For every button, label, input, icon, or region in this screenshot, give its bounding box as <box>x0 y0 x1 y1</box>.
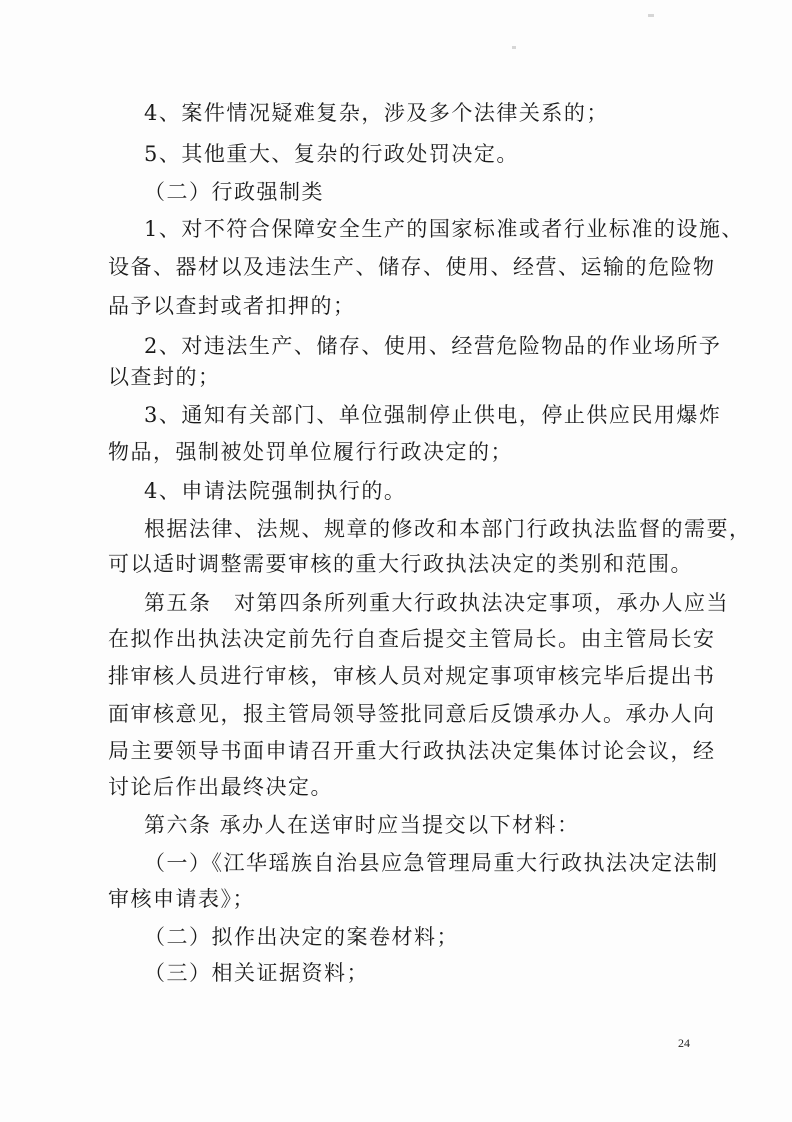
article-6-heading: 第六条 承办人在送审时应当提交以下材料： <box>144 813 580 837</box>
text-line: 4、案件情况疑难复杂，涉及多个法律关系的； <box>144 101 609 125</box>
text-line: 2、对违法生产、储存、使用、经营危险物品的作业场所予 <box>144 334 722 358</box>
text-line: 物品，强制被处罚单位履行行政决定的； <box>108 440 513 464</box>
section-heading: （二）行政强制类 <box>144 180 324 204</box>
text-line: 排审核人员进行审核，审核人员对规定事项审核完毕后提出书 <box>108 664 716 688</box>
text-line: 设备、器材以及违法生产、储存、使用、经营、运输的危险物 <box>108 255 716 279</box>
text-line: 审核申请表》； <box>108 887 255 911</box>
page-number: 24 <box>678 1036 690 1050</box>
text-line: 4、申请法院强制执行的。 <box>144 479 407 503</box>
text-line: 3、通知有关部门、单位强制停止供电，停止供应民用爆炸 <box>144 403 722 427</box>
text-line: 讨论后作出最终决定。 <box>108 775 333 799</box>
scan-mark <box>648 14 654 17</box>
scan-mark <box>512 46 516 49</box>
text-line: 可以适时调整需要审核的重大行政执法决定的类别和范围。 <box>108 552 693 576</box>
text-line: 以查封的； <box>108 365 221 389</box>
text-line: （一）《江华瑶族自治县应急管理局重大行政执法决定法制 <box>144 851 719 875</box>
text-line: 局主要领导书面申请召开重大行政执法决定集体讨论会议，经 <box>108 739 716 763</box>
text-line: 5、其他重大、复杂的行政处罚决定。 <box>144 142 519 166</box>
article-5-heading: 第五条 对第四条所列重大行政执法决定事项，承办人应当 <box>144 591 729 615</box>
text-line: 1、对不符合保障安全生产的国家标准或者行业标准的设施、 <box>144 217 744 241</box>
text-line: 面审核意见，报主管局领导签批同意后反馈承办人。承办人向 <box>108 702 716 726</box>
text-line: （三）相关证据资料； <box>144 961 369 985</box>
text-line: 根据法律、法规、规章的修改和本部门行政执法监督的需要， <box>144 517 752 541</box>
text-line: （二）拟作出决定的案卷材料； <box>144 925 459 949</box>
text-line: 在拟作出执法决定前先行自查后提交主管局长。由主管局长安 <box>108 627 716 651</box>
text-line: 品予以查封或者扣押的； <box>108 294 356 318</box>
